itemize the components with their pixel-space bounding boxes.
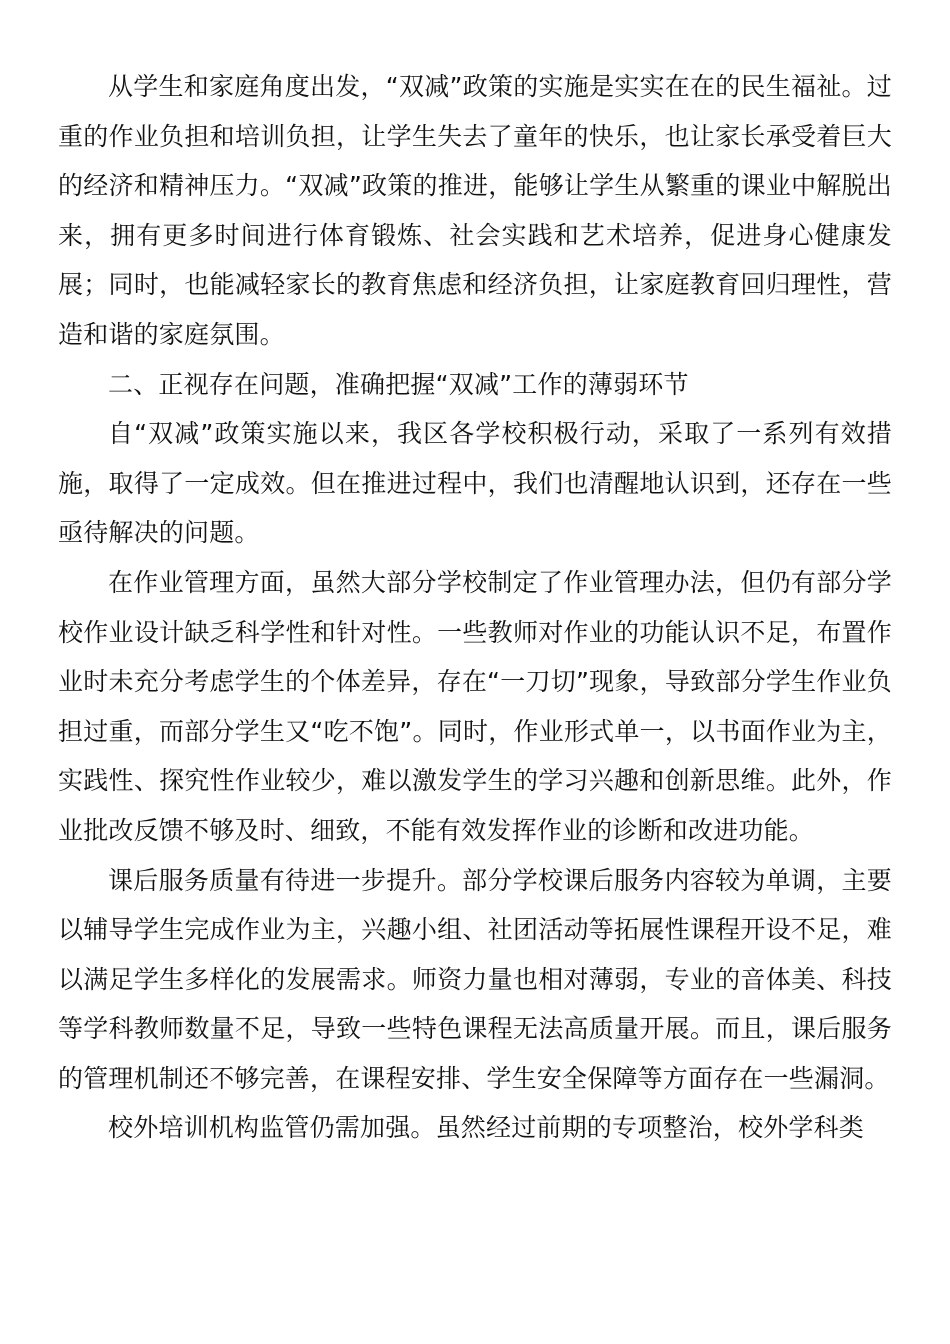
document-page (58, 62, 892, 1153)
paragraph-homework-management: 在作业管理方面，虽然大部分学校制定了作业管理办法，但仍有部分学校作业设计缺乏科学性和针对性。一些教师对作业的功能认识不足，布置作业时未充分考虑学生的个体差异，存在“一刀切”现象，导致部分学生作业负担过重，而部分学生又“吃不饱”。同时，作业形式单一，以书面作业为主，实践性、探究性作业较少，难以激发学生的学习兴趣和创新思维。此外，作业批改反馈不够及时、细致，不能有效发挥作业的诊断和改进功能。 (58, 567, 892, 845)
paragraph-problems-intro: 自“双减”政策实施以来，我区各学校积极行动，采取了一系列有效措施，取得了一定成效。但在推进过程中，我们也清醒地认识到，还存在一些亟待解决的问题。 (58, 419, 892, 548)
paragraph-off-campus-training: 校外培训机构监管仍需加强。虽然经过前期的专项整治，校外学科类 (108, 1113, 865, 1143)
section-heading-two: 二、正视存在问题，准确把握“双减”工作的薄弱环节 (108, 369, 689, 399)
paragraph-family-benefit: 从学生和家庭角度出发，“双减”政策的实施是实实在在的民生福祉。过重的作业负担和培训负担，让学生失去了童年的快乐，也让家长承受着巨大的经济和精神压力。“双减”政策的推进，能够让学生从繁重的课业中解脱出来，拥有更多时间进行体育锻炼、社会实践和艺术培养，促进身心健康发展；同时，也能减轻家长的教育焦虑和经济负担，让家庭教育回归理性，营造和谐的家庭氛围。 (58, 72, 892, 349)
paragraph-after-school-service: 课后服务质量有待进一步提升。部分学校课后服务内容较为单调，主要以辅导学生完成作业为主，兴趣小组、社团活动等拓展性课程开设不足，难以满足学生多样化的发展需求。师资力量也相对薄弱，专业的音体美、科技等学科教师数量不足，导致一些特色课程无法高质量开展。而且，课后服务的管理机制还不够完善，在课程安排、学生安全保障等方面存在一些漏洞。 (58, 865, 892, 1093)
